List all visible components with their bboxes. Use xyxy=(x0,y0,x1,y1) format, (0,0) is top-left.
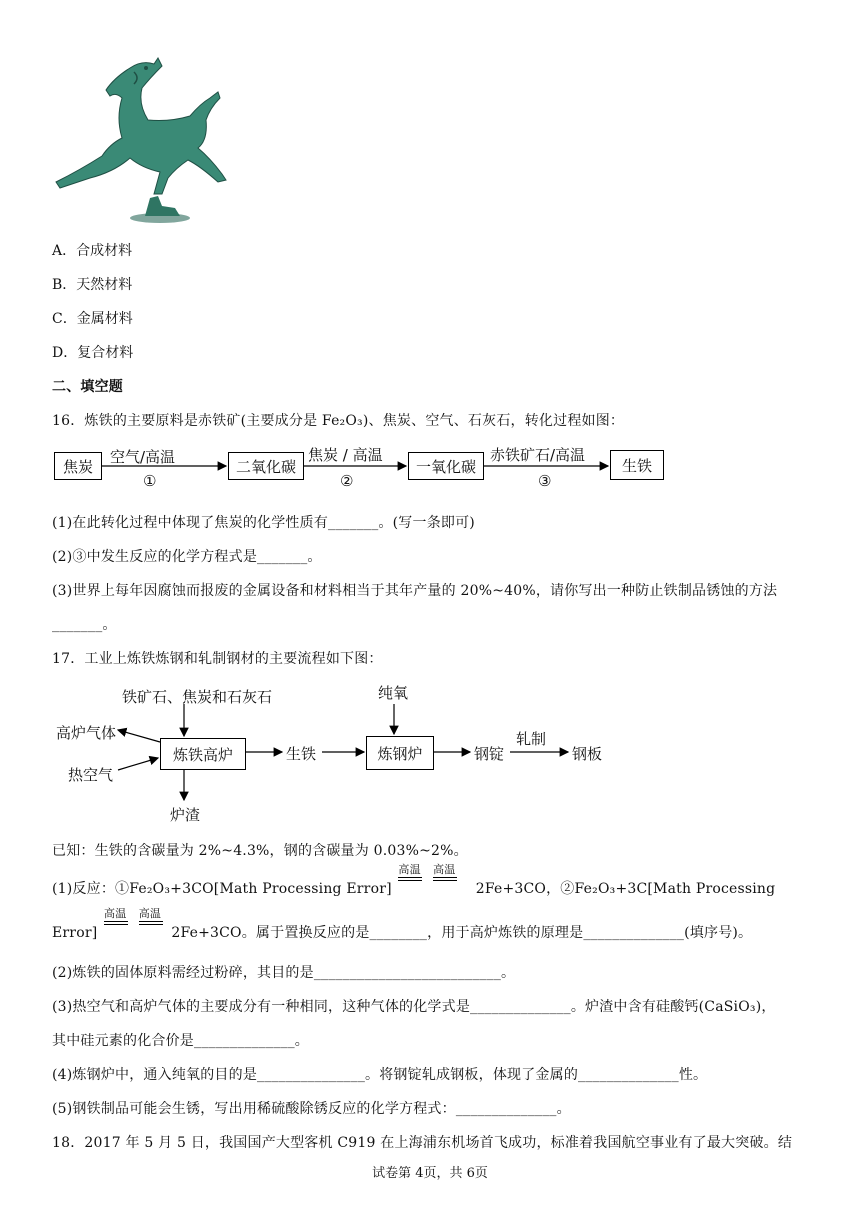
q17-sub4: (4)炼钢炉中，通入纯氧的目的是_______________。将钢锭轧成钢板，体现了金属的______________性。 xyxy=(52,1067,708,1083)
flow-box-coke: 焦炭 xyxy=(54,452,102,480)
q17-sub3-a: (3)热空气和高炉气体的主要成分有一种相同，这种气体的化学式是______________。炉渣中含有硅酸钙(CaSiO₃)， xyxy=(52,999,776,1015)
q16-sub1: (1)在此转化过程中体现了焦炭的化学性质有_______。(写一条即可) xyxy=(52,515,475,531)
flow-plate: 钢板 xyxy=(572,745,603,763)
arrow2-label: 焦炭 / 高温 xyxy=(308,446,383,464)
page-footer: 试卷第 4页，共 6页 xyxy=(372,1166,488,1181)
flow-ingot: 钢锭 xyxy=(474,745,505,763)
q17-sub5: (5)钢铁制品可能会生锈，写出用稀硫酸除锈反应的化学方程式：______________。 xyxy=(52,1101,571,1117)
option-a: A．合成材料 xyxy=(52,243,133,259)
arrow1-num: ① xyxy=(143,472,157,490)
arrow1-label: 空气/高温 xyxy=(110,448,176,466)
condition-high-temp-4: 高温 xyxy=(139,923,165,937)
condition-high-temp-2: 高温 xyxy=(433,879,459,893)
section-title: 二、填空题 xyxy=(52,379,123,395)
arrow3-label: 赤铁矿石/高温 xyxy=(490,446,586,464)
q18-stem: 18．2017 年 5 月 5 日，我国国产大型客机 C919 在上海浦东机场首飞成功，标准着我国航空事业有了最大突破。结 xyxy=(52,1135,793,1151)
flow-oxygen: 纯氧 xyxy=(378,684,409,702)
q16-stem: 16．炼铁的主要原料是赤铁矿(主要成分是 Fe₂O₃)、焦炭、空气、石灰石，转化过程如图： xyxy=(52,413,625,429)
q16-sub2: (2)③中发生反应的化学方程式是_______。 xyxy=(52,549,322,565)
flow-box-steel-furnace: 炼钢炉 xyxy=(366,736,434,770)
q17-known: 已知：生铁的含碳量为 2%~4.3%，钢的含碳量为 0.03%~2%。 xyxy=(52,843,468,859)
flow-gas-out: 高炉气体 xyxy=(56,724,117,742)
condition-high-temp-3: 高温 xyxy=(104,923,130,937)
flow-slag: 炉渣 xyxy=(170,806,201,824)
flow-hot-air: 热空气 xyxy=(68,766,114,784)
flow-box-blast-furnace: 炼铁高炉 xyxy=(160,738,246,770)
q16-sub3-a: (3)世界上每年因腐蚀而报废的金属设备和材料相当于其年产量的 20%~40%，请你写出一种防止铁制品锈蚀的方法 xyxy=(52,583,778,599)
arrow2-num: ② xyxy=(340,472,354,490)
q17-sub1-line1: (1)反应：①Fe₂O₃+3CO[Math Processing Error] 高温 高温 2Fe+3CO，②Fe₂O₃+3C[Math Processing xyxy=(52,863,776,897)
flow-box-co2: 二氧化碳 xyxy=(228,452,304,480)
q16-sub3-b: _______。 xyxy=(52,617,117,633)
q17-sub2: (2)炼铁的固体原料需经过粉碎，其目的是__________________________。 xyxy=(52,965,516,981)
condition-high-temp-1: 高温 xyxy=(398,879,424,893)
q17-sub1-line2: Error] 高温 高温 2Fe+3CO。属于置换反应的是________，用于高炉炼铁的原理是______________(填序号)。 xyxy=(52,907,753,941)
arrow3-num: ③ xyxy=(538,472,552,490)
option-c: C．金属材料 xyxy=(52,311,133,327)
flow-box-co: 一氧化碳 xyxy=(408,452,484,480)
option-d: D．复合材料 xyxy=(52,345,134,361)
q17-sub3-b: 其中硅元素的化合价是______________。 xyxy=(52,1033,309,1049)
flow-input-top: 铁矿石、焦炭和石灰石 xyxy=(122,688,273,706)
flow-box-pig-iron: 生铁 xyxy=(610,450,664,480)
flow-rolling: 轧制 xyxy=(516,730,547,748)
flow-pig-iron: 生铁 xyxy=(286,745,317,763)
q17-stem: 17．工业上炼铁炼钢和轧制钢材的主要流程如下图： xyxy=(52,651,383,667)
option-b: B．天然材料 xyxy=(52,277,133,293)
